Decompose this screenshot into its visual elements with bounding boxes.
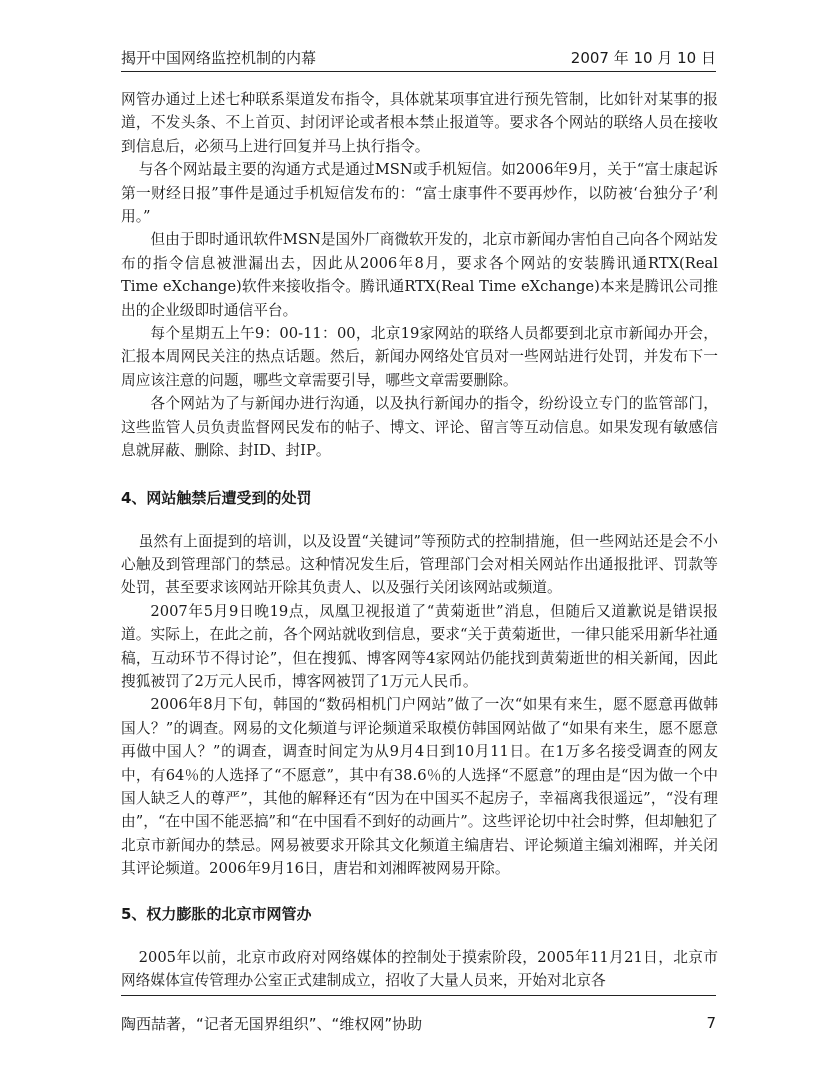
header-date: 2007 年 10 月 10 日 — [570, 49, 716, 67]
paragraph-2: 与各个网站最主要的沟通方式是通过MSN或手机短信。如2006年9月，关于“富士康起诉第一财经日报”事件是通过手机短信发布的：“富士康事件不要再炒作，以防被‘台独分子’利用。” — [121, 161, 718, 226]
paragraph-4: 每个星期五上午9：00-11：00，北京19家网站的联络人员都要到北京市新闻办开会，汇报本周网民关注的热点话题。然后，新闻办网络处官员对一些网站进行处罚，并发布下一周应该注意的问题，哪些文章需要引导，哪些文章需要删除。 — [121, 325, 718, 389]
paragraph-1: 网管办通过上述七种联系渠道发布指令，具体就某项事宜进行预先管制，比如针对某事的报道，不发头条、不上首页、封闭评论或者根本禁止报道等。要求各个网站的联络人员在接收到信息后，必须马上进行回复并马上执行指令。 — [121, 91, 718, 155]
header-title: 揭开中国网络监控机制的内幕 — [121, 49, 317, 67]
section-heading-5: 5、权力膨胀的北京市网管办 — [121, 904, 312, 923]
page-header — [121, 44, 716, 68]
paragraph-8: 2006年8月下旬，韩国的“数码相机门户网站”做了一次“如果有来生，愿不愿意再做韩国人？”的调查。网易的文化频道与评论频道采取模仿韩国网站做了“如果有来生，愿不愿意再做中国人？”的调查，调查时间定为从9月4日到10月11日。在1万多名接受调查的网友中，有64％的人选择了“不愿意”，其中有38.6％的人选择“不愿意”的理由是“因为做一个中国人缺乏人的尊严”，其他的解释还有“因为在中国买不起房子，幸福离我很遥远”，“没有理由”，“在中国不能恶搞”和“在中国看不到好的动画片”。这些评论切中社会时弊，但却触犯了北京市新闻办的禁忌。网易被要求开除其文化频道主编唐岩、评论频道主编刘湘晖，并关闭其评论频道。2006年9月16日，唐岩和刘湘晖被网易开除。 — [121, 696, 718, 878]
page-footer — [121, 1011, 716, 1035]
footer-credit: 陶西喆著，“记者无国界组织”、“维权网”协助 — [121, 1014, 423, 1033]
header-divider — [121, 71, 716, 72]
paragraph-7: 2007年5月9日晚19点，凤凰卫视报道了“黄菊逝世”消息，但随后又道歉说是错误报道。实际上，在此之前，各个网站就收到信息，要求“关于黄菊逝世，一律只能采用新华社通稿，互动环节不得讨论”，但在搜狐、博客网等4家网站仍能找到黄菊逝世的相关新闻，因此搜狐被罚了2万元人民币，博客网被罚了1万元人民币。 — [121, 602, 718, 690]
paragraph-5: 各个网站为了与新闻办进行沟通，以及执行新闻办的指令，纷纷设立专门的监管部门，这些监管人员负责监督网民发布的帖子、博文、评论、留言等互动信息。如果发现有敏感信息就屏蔽、删除、封ID、封IP。 — [121, 395, 718, 460]
document-body — [121, 88, 718, 992]
section-heading-4: 4、网站触禁后遭受到的处罚 — [121, 488, 312, 507]
paragraph-9: 2005年以前，北京市政府对网络媒体的控制处于摸索阶段，2005年11月21日，北京市网络媒体宣传管理办公室正式建制成立，招收了大量人员来，开始对北京各 — [121, 948, 718, 989]
footer-divider — [121, 995, 716, 996]
paragraph-6: 虽然有上面提到的培训，以及设置“关键词”等预防式的控制措施，但一些网站还是会不小心触及到管理部门的禁忌。这种情况发生后，管理部门会对相关网站作出通报批评、罚款等处罚，甚至要求该网站开除其负责人、以及强行关闭该网站或频道。 — [121, 532, 718, 597]
paragraph-3: 但由于即时通讯软件MSN是国外厂商微软开发的，北京市新闻办害怕自己向各个网站发布的指令信息被泄漏出去，因此从2006年8月，要求各个网站的安装腾讯通RTX(Real Time eXchange)软件来接收指令。腾讯通RTX(Real Time eXchange)本来是腾讯公司推出的企业级即时通信平台。 — [121, 231, 718, 319]
page-number: 7 — [706, 1014, 716, 1032]
